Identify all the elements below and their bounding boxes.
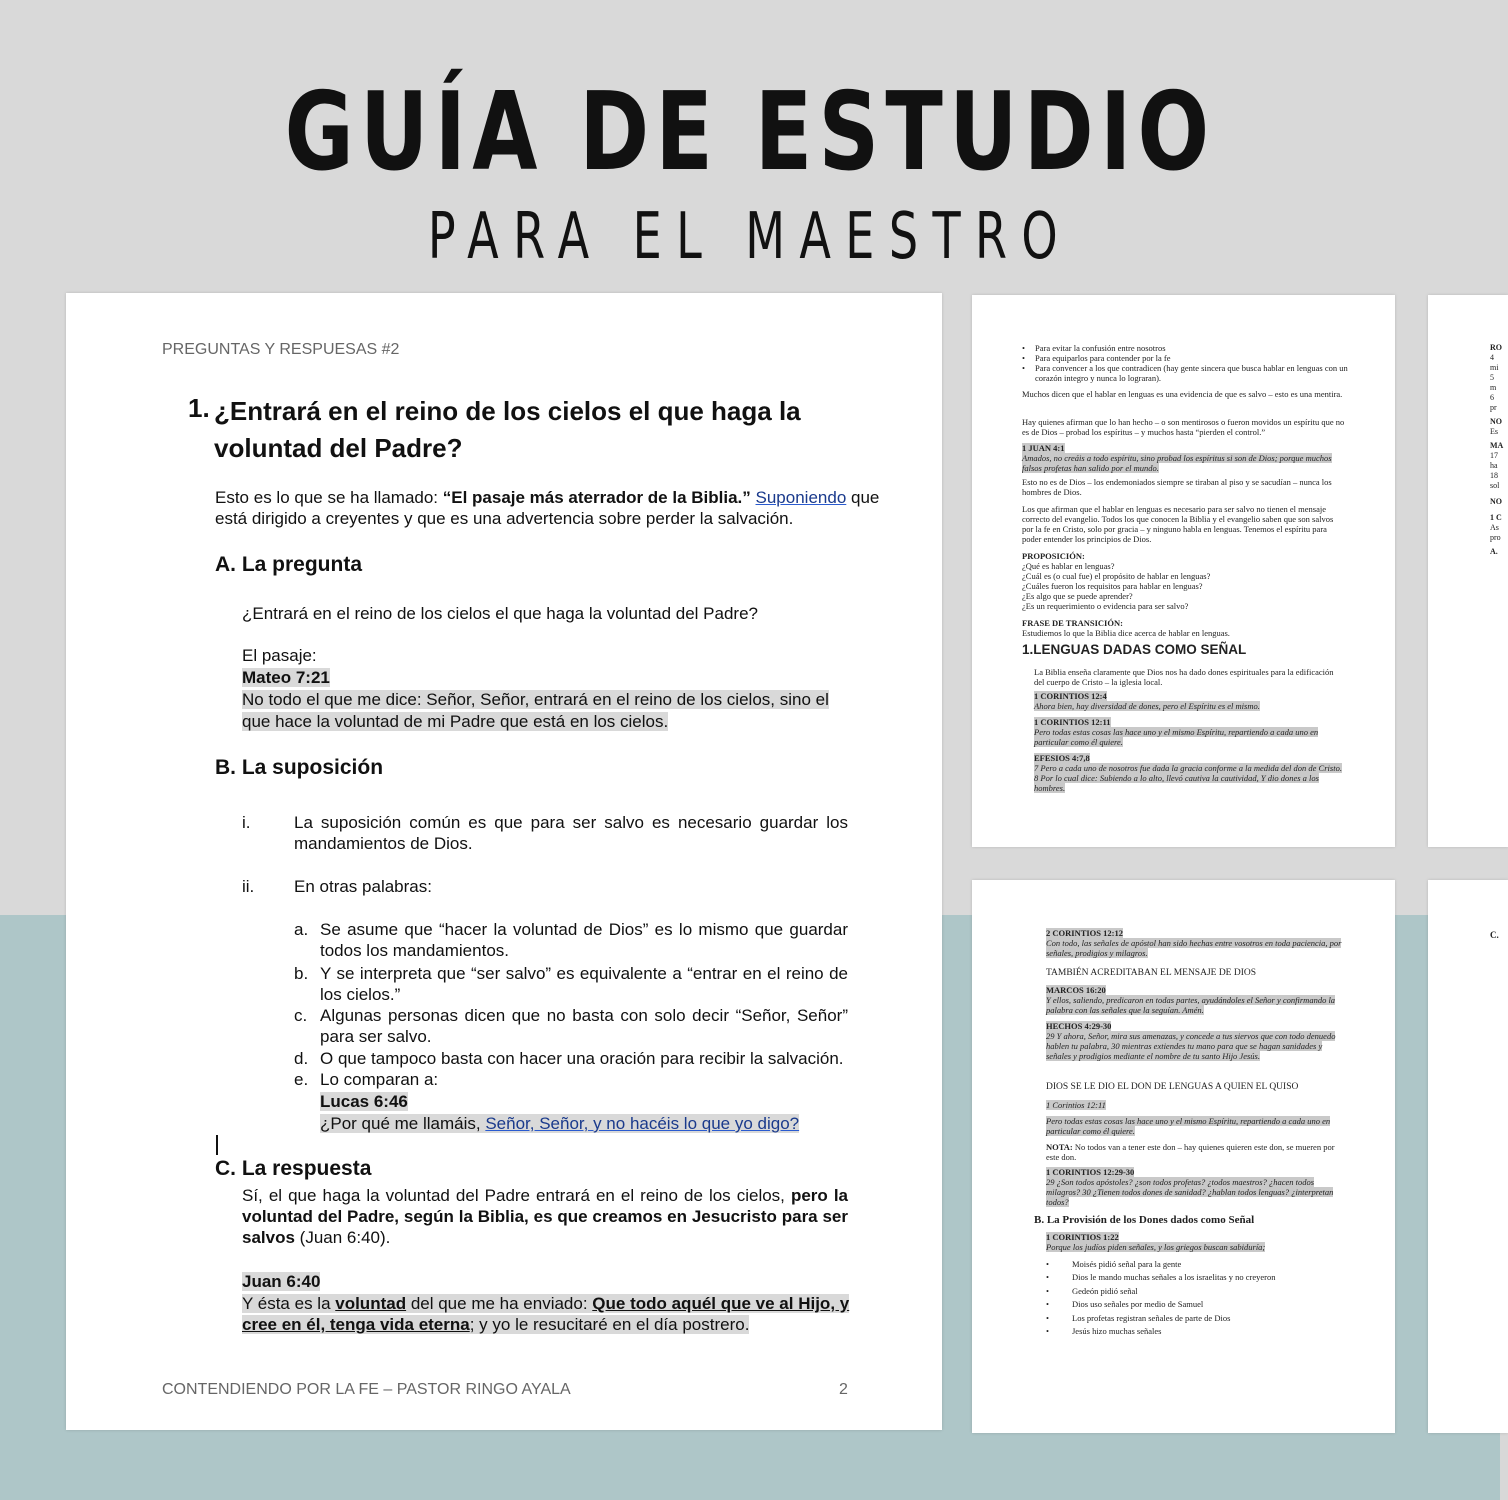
- br-verse-block: MARCOS 16:20 Y ellos, saliendo, predicaron en todas partes, ayudándoles el Señor y confirmando la palabra con las señales que la seguían. Amén.: [1046, 985, 1336, 1015]
- intro-text: Esto es lo que se ha llamado:: [215, 488, 443, 507]
- br-bullet: • Dios uso señales por medio de Samuel: [1046, 1299, 1204, 1310]
- tr-proposition: PROPOSICIÓN: ¿Qué es hablar en lenguas? ¿Cuál es (o cual fue) el propósito de hablar en lenguas? ¿Cuáles fueron los requisitos para hablar en lenguas? ¿Es algo que se puede aprender? ¿Es un requerimiento o evidencia para ser salvo?: [1022, 551, 1211, 611]
- tr-verse-block: 1 JUAN 4:1 Amados, no creáis a todo espíritu, sino probad los espíritus si son de Dios; porque muchos falsos profetas han salido por el mundo.: [1022, 443, 1332, 473]
- br-verse: Pero todas estas cosas las hace uno y el mismo Espíritu, repartiendo a cada uno en particular como él quiere.: [1046, 1116, 1331, 1136]
- document-page-top-right: [972, 295, 1395, 847]
- br-bullet: • Los profetas registran señales de parte de Dios: [1046, 1312, 1231, 1323]
- br-bullet: • Dios le mando muchas señales a los israelitas y no creyeron: [1046, 1272, 1276, 1283]
- br-verse-block: 1 CORINTIOS 12:29-30 29 ¿Son todos apóstoles? ¿son todos profetas? ¿todos maestros? ¿hacen todos milagros? 30 ¿Tienen todos dones de sanidad? ¿hablan todos lenguas? ¿interpretan todos?: [1046, 1167, 1334, 1207]
- sublist-marker-e: e.: [294, 1070, 309, 1089]
- section-c-heading: C. La respuesta: [215, 1157, 372, 1180]
- banner-title: GUÍA DE ESTUDIO: [284, 70, 1216, 195]
- tr-verse-block: EFESIOS 4:7,8 7 Pero a cada uno de nosotros fue dada la gracia conforme a la medida del don de Cristo. 8 Por lo cual dice: Subiendo a lo alto, llevó cautiva la cautividad, Y dio dones a los hombres.: [1034, 753, 1342, 793]
- sublist-item-e: Lo comparan a:: [320, 1070, 439, 1089]
- tr-verse-block: 1 CORINTIOS 12:4 Ahora bien, hay diversidad de dones, pero el Espíritu es el mismo.: [1034, 691, 1260, 711]
- tr-verse-block: 1 CORINTIOS 12:11 Pero todas estas cosas las hace uno y el mismo Espíritu, repartiendo a cada uno en particular como él quiere.: [1034, 717, 1319, 747]
- tr-bullet: • Para evitar la confusión entre nosotros: [1022, 343, 1166, 353]
- far-right-fragment: C.: [1490, 930, 1499, 940]
- br-verse-block: HECHOS 4:29-30 29 Y ahora, Señor, mira sus amenazas, y concede a tus siervos que con todo denuedo hablen tu palabra, 30 mientras extiendes tu mano para que se hagan sanidades y señales y prodigios mediante el nombre de tu santo Hijo Jesús.: [1046, 1021, 1336, 1061]
- tr-heading: 1.LENGUAS DADAS COMO SEÑAL: [1022, 642, 1247, 657]
- page-footer: CONTENDIENDO POR LA FE – PASTOR RINGO AYALA: [162, 1381, 571, 1398]
- intro-bold: “El pasaje más aterrador de la Biblia.”: [442, 488, 751, 507]
- br-bullet: • Gedeón pidió señal: [1046, 1285, 1138, 1296]
- document-page-far-right-top: [1428, 295, 1508, 847]
- list-marker-ii: ii.: [242, 877, 255, 896]
- question-heading: ¿Entrará en el reino de los cielos el que haga la voluntad del Padre?: [214, 396, 801, 463]
- br-bullet: • Jesús hizo muchas señales: [1046, 1326, 1162, 1337]
- section-b-heading: B. La suposición: [215, 756, 384, 779]
- br-note: NOTA: No todos van a tener este don – hay quienes quieren este don, se mueren por este don.: [1046, 1142, 1335, 1162]
- verse-lucas-link[interactable]: Señor, Señor, y no hacéis lo que yo digo?: [485, 1114, 800, 1133]
- sublist-item-a: Se asume que “hacer la voluntad de Dios” es lo mismo que guardar todos los mandamientos.: [320, 920, 848, 960]
- sublist-item-d: O que tampoco basta con hacer una oración para recibir la salvación.: [320, 1049, 844, 1068]
- tr-bullet: • Para equiparlos para contender por la fe: [1022, 353, 1171, 363]
- intro-link[interactable]: Suponiendo: [755, 488, 847, 507]
- verse-juan: Y ésta es la voluntad del que me ha enviado: Que todo aquél que ve al Hijo, y cree en él, tenga vida eterna; y yo le resucitaré en el día postrero.: [242, 1294, 850, 1334]
- verse-mateo-line-1: No todo el que me dice: Señor, Señor, entrará en el reino de los cielos, sino el: [242, 690, 829, 709]
- tr-paragraph: Los que afirman que el hablar en lenguas es necesario para ser salvo no tienen el mensaje correcto del evangelio. Todos los que conocen la Biblia y el evangelio saben que son salvos por la fe en Cristo, solo por gracia – y ninguno habla en lenguas. Tenemos el espíritu para poder entender los principios de Dios.: [1022, 504, 1334, 544]
- page-number: 2: [839, 1381, 848, 1398]
- tr-paragraph: Esto no es de Dios – los endemoniados siempre se tiraban al piso y se sacudían – nunca los hombres de Dios.: [1022, 477, 1332, 497]
- br-subheading: DIOS SE LE DIO EL DON DE LENGUAS A QUIEN EL QUISO: [1046, 1082, 1299, 1092]
- br-verse-block: 1 CORINTIOS 1:22 Porque los judíos piden señales, y los griegos buscan sabiduría;: [1046, 1232, 1266, 1252]
- verse-ref-mateo: Mateo 7:21: [242, 668, 330, 687]
- document-page-main: [66, 293, 942, 1430]
- banner-subtitle: PARA EL MAESTRO: [427, 200, 1073, 274]
- question-number: 1.: [188, 393, 210, 423]
- br-heading: B. La Provisión de los Dones dados como Señal: [1034, 1214, 1255, 1226]
- tr-bullet-list: [1022, 343, 1352, 383]
- sublist-marker-b: b.: [294, 964, 309, 983]
- br-bullet-list: [1046, 1258, 1346, 1338]
- intro-paragraph: [215, 487, 885, 529]
- sublist-item-c: Algunas personas dicen que no basta con solo decir “Señor, Señor” para ser salvo.: [320, 1006, 848, 1046]
- sublist-marker-c: c.: [294, 1006, 308, 1025]
- document-page-bottom-right: [972, 880, 1395, 1433]
- tr-paragraph: Hay quienes afirman que lo han hecho – o son mentirosos o fueron movidos un espíritu que no es de Dios – probad los espíritus – y muchos hasta “pierden el control.”: [1022, 417, 1345, 437]
- list-item-i: La suposición común es que para ser salvo es necesario guardar los mandamientos de Dios.: [294, 813, 848, 853]
- tr-paragraph: La Biblia enseña claramente que Dios nos ha dado dones espirituales para la edificación del cuerpo de Cristo – la iglesia local.: [1034, 667, 1334, 687]
- section-c-paragraph: Sí, el que haga la voluntad del Padre entrará en el reino de los cielos, pero la voluntad del Padre, según la Biblia, es que creamos en Jesucristo para ser salvos (Juan 6:40).: [242, 1186, 848, 1247]
- tr-bullet: • Para convencer a los que contradicen (hay gente sincera que busca hablar en lenguas con un corazón integro y nunca lo lograran).: [1022, 363, 1348, 383]
- far-right-fragments: RO 4 mi 5 m 6 pr NO Es MA 17 ha 18 sol NO 1 C As pro A.: [1490, 343, 1504, 556]
- tr-transition: FRASE DE TRANSICIÓN: Estudiemos lo que la Biblia dice acerca de hablar en lenguas.: [1022, 618, 1230, 638]
- br-bullet: • Moisés pidió señal para la gente: [1046, 1259, 1182, 1269]
- passage-label: El pasaje:: [242, 646, 317, 665]
- list-marker-i: i.: [242, 813, 251, 832]
- section-a-question: ¿Entrará en el reino de los cielos el que haga la voluntad del Padre?: [242, 604, 759, 623]
- sublist-marker-a: a.: [294, 920, 309, 939]
- sublist-item-b: Y se interpreta que “ser salvo” es equivalente a “entrar en el reino de los cielos.”: [320, 964, 848, 1004]
- intro-text-2: que está dirigido a creyentes y que es una advertencia sobre perder la salvación.: [215, 488, 880, 528]
- section-a-heading: A. La pregunta: [215, 553, 363, 576]
- br-verse-ref: 1 Corintios 12:11: [1046, 1100, 1106, 1110]
- verse-ref-lucas: Lucas 6:46: [320, 1092, 408, 1111]
- tr-paragraph: Muchos dicen que el hablar en lenguas es una evidencia de que es salvo – esto es una mentira.: [1022, 389, 1343, 399]
- text-cursor: [216, 1135, 218, 1155]
- br-subheading: TAMBIÉN ACREDITABAN EL MENSAJE DE DIOS: [1046, 968, 1257, 978]
- verse-ref-juan: Juan 6:40: [242, 1272, 321, 1291]
- verse-lucas: ¿Por qué me llamáis, Señor, Señor, y no hacéis lo que yo digo?: [320, 1114, 800, 1133]
- page-header: PREGUNTAS Y RESPUESAS #2: [162, 341, 400, 358]
- br-verse-block: 2 CORINTIOS 12:12 Con todo, las señales de apóstol han sido hechas entre vosotros en toda paciencia, por señales, prodigios y milagros.: [1046, 928, 1342, 958]
- sublist-marker-d: d.: [294, 1049, 309, 1068]
- list-item-ii: En otras palabras:: [294, 877, 432, 896]
- verse-mateo-line-2: que hace la voluntad de mi Padre que está en los cielos.: [242, 712, 669, 731]
- document-page-far-right-bottom: [1428, 880, 1508, 1433]
